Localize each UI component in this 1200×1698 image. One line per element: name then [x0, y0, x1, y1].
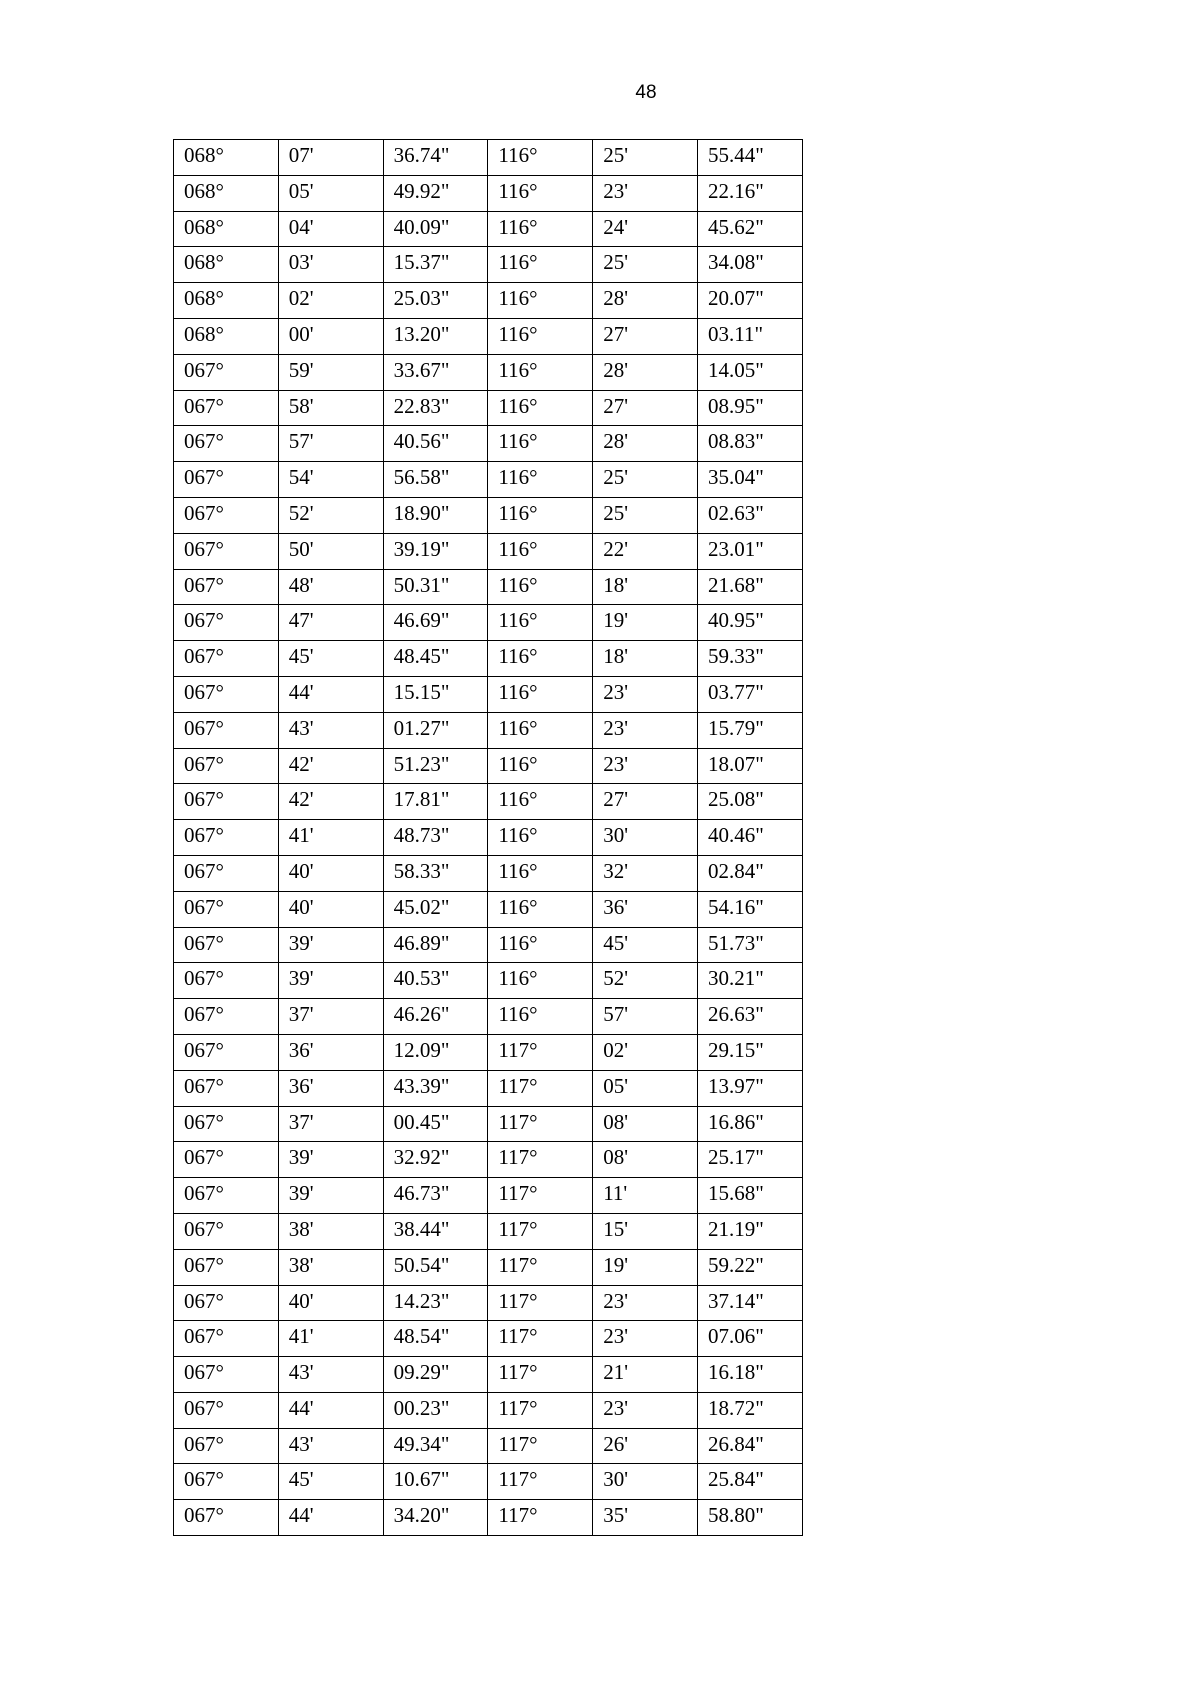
table-row — [174, 175, 803, 211]
cell-lat-minutes: 45' — [278, 1464, 383, 1500]
cell-lat-seconds: 58.33" — [383, 855, 488, 891]
cell-lat-degrees: 068° — [174, 247, 279, 283]
cell-lon-seconds: 25.17" — [697, 1142, 802, 1178]
cell-lat-minutes: 44' — [278, 676, 383, 712]
cell-lat-degrees: 067° — [174, 1357, 279, 1393]
cell-lon-minutes: 28' — [593, 283, 698, 319]
cell-lon-degrees: 117° — [488, 1464, 593, 1500]
cell-lon-seconds: 03.77" — [697, 676, 802, 712]
cell-lat-degrees: 067° — [174, 712, 279, 748]
cell-lon-degrees: 116° — [488, 318, 593, 354]
cell-lon-seconds: 37.14" — [697, 1285, 802, 1321]
table-row — [174, 1321, 803, 1357]
cell-lat-seconds: 10.67" — [383, 1464, 488, 1500]
cell-lon-minutes: 27' — [593, 784, 698, 820]
cell-lon-degrees: 117° — [488, 1428, 593, 1464]
cell-lat-degrees: 067° — [174, 390, 279, 426]
cell-lon-seconds: 25.84" — [697, 1464, 802, 1500]
cell-lat-minutes: 43' — [278, 1428, 383, 1464]
cell-lon-seconds: 30.21" — [697, 963, 802, 999]
cell-lat-degrees: 067° — [174, 784, 279, 820]
cell-lon-degrees: 116° — [488, 426, 593, 462]
cell-lat-minutes: 41' — [278, 1321, 383, 1357]
cell-lat-degrees: 067° — [174, 1285, 279, 1321]
table-row — [174, 1178, 803, 1214]
cell-lat-minutes: 36' — [278, 1070, 383, 1106]
cell-lat-minutes: 03' — [278, 247, 383, 283]
cell-lat-minutes: 00' — [278, 318, 383, 354]
cell-lon-seconds: 26.84" — [697, 1428, 802, 1464]
table-row — [174, 712, 803, 748]
cell-lat-degrees: 067° — [174, 426, 279, 462]
cell-lat-degrees: 067° — [174, 1249, 279, 1285]
table-row — [174, 1106, 803, 1142]
cell-lon-minutes: 35' — [593, 1500, 698, 1536]
cell-lat-minutes: 37' — [278, 999, 383, 1035]
cell-lat-degrees: 067° — [174, 1106, 279, 1142]
cell-lat-seconds: 18.90" — [383, 497, 488, 533]
cell-lat-degrees: 067° — [174, 855, 279, 891]
table-row — [174, 533, 803, 569]
cell-lat-degrees: 067° — [174, 1392, 279, 1428]
cell-lon-degrees: 116° — [488, 462, 593, 498]
cell-lon-seconds: 40.95" — [697, 605, 802, 641]
cell-lat-degrees: 067° — [174, 891, 279, 927]
cell-lon-seconds: 55.44" — [697, 140, 802, 176]
cell-lon-seconds: 02.63" — [697, 497, 802, 533]
table-row — [174, 891, 803, 927]
cell-lat-minutes: 43' — [278, 712, 383, 748]
cell-lat-seconds: 13.20" — [383, 318, 488, 354]
cell-lon-minutes: 19' — [593, 605, 698, 641]
cell-lon-minutes: 25' — [593, 462, 698, 498]
cell-lat-seconds: 36.74" — [383, 140, 488, 176]
cell-lon-minutes: 18' — [593, 641, 698, 677]
cell-lon-minutes: 08' — [593, 1142, 698, 1178]
cell-lat-seconds: 17.81" — [383, 784, 488, 820]
cell-lon-seconds: 29.15" — [697, 1034, 802, 1070]
coordinates-table-body — [174, 140, 803, 1536]
cell-lat-seconds: 48.54" — [383, 1321, 488, 1357]
cell-lon-minutes: 23' — [593, 175, 698, 211]
table-row — [174, 354, 803, 390]
table-row — [174, 1070, 803, 1106]
cell-lat-minutes: 47' — [278, 605, 383, 641]
cell-lat-minutes: 04' — [278, 211, 383, 247]
cell-lon-degrees: 116° — [488, 927, 593, 963]
cell-lat-seconds: 46.69" — [383, 605, 488, 641]
cell-lon-minutes: 57' — [593, 999, 698, 1035]
table-row — [174, 318, 803, 354]
table-row — [174, 211, 803, 247]
cell-lon-seconds: 21.19" — [697, 1213, 802, 1249]
cell-lat-seconds: 46.26" — [383, 999, 488, 1035]
cell-lat-minutes: 42' — [278, 784, 383, 820]
cell-lon-degrees: 117° — [488, 1500, 593, 1536]
cell-lon-seconds: 21.68" — [697, 569, 802, 605]
cell-lon-degrees: 116° — [488, 784, 593, 820]
cell-lon-seconds: 40.46" — [697, 820, 802, 856]
cell-lat-minutes: 39' — [278, 1178, 383, 1214]
cell-lon-minutes: 19' — [593, 1249, 698, 1285]
cell-lon-minutes: 52' — [593, 963, 698, 999]
cell-lat-minutes: 02' — [278, 283, 383, 319]
cell-lon-seconds: 25.08" — [697, 784, 802, 820]
cell-lat-degrees: 067° — [174, 676, 279, 712]
cell-lon-seconds: 58.80" — [697, 1500, 802, 1536]
table-row — [174, 426, 803, 462]
cell-lat-minutes: 44' — [278, 1392, 383, 1428]
cell-lon-seconds: 45.62" — [697, 211, 802, 247]
cell-lat-degrees: 067° — [174, 1428, 279, 1464]
table-row — [174, 641, 803, 677]
table-row — [174, 247, 803, 283]
cell-lon-minutes: 22' — [593, 533, 698, 569]
cell-lon-degrees: 117° — [488, 1357, 593, 1393]
cell-lon-seconds: 18.07" — [697, 748, 802, 784]
table-row — [174, 569, 803, 605]
table-row — [174, 927, 803, 963]
cell-lon-seconds: 26.63" — [697, 999, 802, 1035]
cell-lat-seconds: 48.73" — [383, 820, 488, 856]
cell-lat-seconds: 38.44" — [383, 1213, 488, 1249]
cell-lon-degrees: 116° — [488, 497, 593, 533]
cell-lat-minutes: 44' — [278, 1500, 383, 1536]
cell-lon-degrees: 117° — [488, 1213, 593, 1249]
cell-lon-seconds: 14.05" — [697, 354, 802, 390]
cell-lat-minutes: 38' — [278, 1213, 383, 1249]
table-row — [174, 1034, 803, 1070]
cell-lat-minutes: 52' — [278, 497, 383, 533]
cell-lon-degrees: 116° — [488, 533, 593, 569]
table-row — [174, 605, 803, 641]
cell-lon-seconds: 18.72" — [697, 1392, 802, 1428]
table-row — [174, 1464, 803, 1500]
cell-lat-seconds: 12.09" — [383, 1034, 488, 1070]
cell-lat-seconds: 49.34" — [383, 1428, 488, 1464]
table-row — [174, 963, 803, 999]
cell-lat-minutes: 58' — [278, 390, 383, 426]
cell-lon-seconds: 08.95" — [697, 390, 802, 426]
cell-lon-degrees: 117° — [488, 1106, 593, 1142]
table-row — [174, 1428, 803, 1464]
cell-lon-minutes: 23' — [593, 1285, 698, 1321]
cell-lon-seconds: 59.22" — [697, 1249, 802, 1285]
cell-lat-seconds: 51.23" — [383, 748, 488, 784]
cell-lat-degrees: 068° — [174, 283, 279, 319]
cell-lon-degrees: 116° — [488, 283, 593, 319]
cell-lon-minutes: 25' — [593, 247, 698, 283]
cell-lon-degrees: 116° — [488, 891, 593, 927]
cell-lon-seconds: 22.16" — [697, 175, 802, 211]
cell-lat-seconds: 15.37" — [383, 247, 488, 283]
coordinates-table — [173, 139, 803, 1536]
cell-lon-minutes: 27' — [593, 318, 698, 354]
cell-lat-minutes: 48' — [278, 569, 383, 605]
cell-lon-degrees: 117° — [488, 1392, 593, 1428]
cell-lon-minutes: 23' — [593, 712, 698, 748]
cell-lon-seconds: 15.79" — [697, 712, 802, 748]
cell-lat-degrees: 067° — [174, 1500, 279, 1536]
cell-lat-seconds: 22.83" — [383, 390, 488, 426]
cell-lon-degrees: 116° — [488, 354, 593, 390]
table-row — [174, 1392, 803, 1428]
cell-lat-minutes: 39' — [278, 1142, 383, 1178]
cell-lon-minutes: 21' — [593, 1357, 698, 1393]
cell-lat-minutes: 37' — [278, 1106, 383, 1142]
cell-lat-degrees: 067° — [174, 820, 279, 856]
cell-lon-minutes: 36' — [593, 891, 698, 927]
cell-lon-degrees: 117° — [488, 1142, 593, 1178]
cell-lon-seconds: 03.11" — [697, 318, 802, 354]
cell-lon-degrees: 116° — [488, 211, 593, 247]
cell-lon-degrees: 117° — [488, 1249, 593, 1285]
cell-lon-degrees: 116° — [488, 175, 593, 211]
cell-lon-minutes: 15' — [593, 1213, 698, 1249]
cell-lat-seconds: 49.92" — [383, 175, 488, 211]
table-row — [174, 462, 803, 498]
cell-lon-degrees: 116° — [488, 963, 593, 999]
cell-lat-seconds: 40.53" — [383, 963, 488, 999]
cell-lat-degrees: 067° — [174, 1321, 279, 1357]
cell-lon-degrees: 116° — [488, 820, 593, 856]
cell-lon-degrees: 116° — [488, 748, 593, 784]
cell-lon-degrees: 116° — [488, 140, 593, 176]
cell-lat-minutes: 54' — [278, 462, 383, 498]
cell-lat-seconds: 46.89" — [383, 927, 488, 963]
cell-lat-seconds: 25.03" — [383, 283, 488, 319]
cell-lon-minutes: 32' — [593, 855, 698, 891]
cell-lon-minutes: 27' — [593, 390, 698, 426]
cell-lon-minutes: 28' — [593, 354, 698, 390]
page-number: 48 — [635, 82, 657, 103]
table-row — [174, 1142, 803, 1178]
table-row — [174, 140, 803, 176]
cell-lon-seconds: 13.97" — [697, 1070, 802, 1106]
cell-lon-minutes: 24' — [593, 211, 698, 247]
cell-lon-minutes: 11' — [593, 1178, 698, 1214]
cell-lat-degrees: 067° — [174, 999, 279, 1035]
cell-lon-minutes: 23' — [593, 1321, 698, 1357]
cell-lon-degrees: 116° — [488, 605, 593, 641]
table-row — [174, 1357, 803, 1393]
cell-lat-minutes: 40' — [278, 855, 383, 891]
cell-lat-minutes: 39' — [278, 927, 383, 963]
table-row — [174, 390, 803, 426]
cell-lat-minutes: 38' — [278, 1249, 383, 1285]
cell-lon-seconds: 16.18" — [697, 1357, 802, 1393]
cell-lat-degrees: 067° — [174, 641, 279, 677]
cell-lon-minutes: 30' — [593, 820, 698, 856]
cell-lat-seconds: 09.29" — [383, 1357, 488, 1393]
table-row — [174, 1213, 803, 1249]
cell-lon-seconds: 02.84" — [697, 855, 802, 891]
table-row — [174, 999, 803, 1035]
cell-lat-degrees: 067° — [174, 1142, 279, 1178]
cell-lat-seconds: 32.92" — [383, 1142, 488, 1178]
cell-lon-minutes: 25' — [593, 140, 698, 176]
cell-lat-minutes: 39' — [278, 963, 383, 999]
cell-lat-seconds: 01.27" — [383, 712, 488, 748]
cell-lat-seconds: 45.02" — [383, 891, 488, 927]
cell-lat-minutes: 42' — [278, 748, 383, 784]
cell-lat-degrees: 067° — [174, 963, 279, 999]
cell-lat-seconds: 43.39" — [383, 1070, 488, 1106]
table-row — [174, 676, 803, 712]
cell-lat-minutes: 50' — [278, 533, 383, 569]
cell-lon-degrees: 116° — [488, 247, 593, 283]
cell-lat-degrees: 067° — [174, 1070, 279, 1106]
table-row — [174, 283, 803, 319]
table-row — [174, 497, 803, 533]
cell-lat-minutes: 40' — [278, 891, 383, 927]
cell-lon-degrees: 116° — [488, 712, 593, 748]
cell-lat-minutes: 41' — [278, 820, 383, 856]
cell-lon-degrees: 116° — [488, 999, 593, 1035]
cell-lat-seconds: 48.45" — [383, 641, 488, 677]
cell-lon-degrees: 116° — [488, 569, 593, 605]
cell-lon-minutes: 18' — [593, 569, 698, 605]
cell-lat-minutes: 40' — [278, 1285, 383, 1321]
cell-lon-seconds: 07.06" — [697, 1321, 802, 1357]
cell-lon-seconds: 16.86" — [697, 1106, 802, 1142]
cell-lon-seconds: 23.01" — [697, 533, 802, 569]
cell-lon-degrees: 117° — [488, 1285, 593, 1321]
cell-lat-degrees: 067° — [174, 462, 279, 498]
table-row — [174, 784, 803, 820]
cell-lat-seconds: 46.73" — [383, 1178, 488, 1214]
cell-lat-minutes: 36' — [278, 1034, 383, 1070]
cell-lat-minutes: 59' — [278, 354, 383, 390]
cell-lat-degrees: 067° — [174, 497, 279, 533]
cell-lon-minutes: 26' — [593, 1428, 698, 1464]
cell-lon-minutes: 05' — [593, 1070, 698, 1106]
cell-lon-degrees: 117° — [488, 1321, 593, 1357]
cell-lat-seconds: 33.67" — [383, 354, 488, 390]
cell-lon-seconds: 35.04" — [697, 462, 802, 498]
cell-lat-seconds: 15.15" — [383, 676, 488, 712]
table-row — [174, 748, 803, 784]
cell-lon-degrees: 117° — [488, 1034, 593, 1070]
cell-lon-seconds: 20.07" — [697, 283, 802, 319]
cell-lat-degrees: 067° — [174, 748, 279, 784]
table-row — [174, 855, 803, 891]
cell-lat-degrees: 068° — [174, 175, 279, 211]
cell-lat-degrees: 068° — [174, 140, 279, 176]
cell-lat-seconds: 50.31" — [383, 569, 488, 605]
cell-lon-degrees: 117° — [488, 1070, 593, 1106]
cell-lon-minutes: 30' — [593, 1464, 698, 1500]
cell-lat-degrees: 067° — [174, 927, 279, 963]
cell-lat-minutes: 07' — [278, 140, 383, 176]
cell-lat-degrees: 067° — [174, 1464, 279, 1500]
cell-lon-seconds: 51.73" — [697, 927, 802, 963]
cell-lon-minutes: 23' — [593, 676, 698, 712]
cell-lon-minutes: 02' — [593, 1034, 698, 1070]
cell-lat-degrees: 068° — [174, 211, 279, 247]
cell-lon-degrees: 117° — [488, 1178, 593, 1214]
cell-lon-degrees: 116° — [488, 855, 593, 891]
cell-lon-minutes: 25' — [593, 497, 698, 533]
table-row — [174, 1285, 803, 1321]
cell-lat-degrees: 067° — [174, 1178, 279, 1214]
cell-lat-seconds: 14.23" — [383, 1285, 488, 1321]
cell-lon-seconds: 08.83" — [697, 426, 802, 462]
cell-lat-degrees: 067° — [174, 605, 279, 641]
cell-lat-seconds: 40.09" — [383, 211, 488, 247]
cell-lat-seconds: 50.54" — [383, 1249, 488, 1285]
cell-lat-degrees: 067° — [174, 569, 279, 605]
cell-lat-minutes: 43' — [278, 1357, 383, 1393]
cell-lat-minutes: 57' — [278, 426, 383, 462]
cell-lat-degrees: 067° — [174, 354, 279, 390]
cell-lat-degrees: 068° — [174, 318, 279, 354]
cell-lon-minutes: 45' — [593, 927, 698, 963]
cell-lat-seconds: 00.45" — [383, 1106, 488, 1142]
cell-lat-minutes: 05' — [278, 175, 383, 211]
cell-lat-seconds: 34.20" — [383, 1500, 488, 1536]
cell-lat-seconds: 40.56" — [383, 426, 488, 462]
cell-lon-degrees: 116° — [488, 641, 593, 677]
cell-lon-seconds: 34.08" — [697, 247, 802, 283]
cell-lat-seconds: 56.58" — [383, 462, 488, 498]
cell-lon-degrees: 116° — [488, 390, 593, 426]
cell-lon-degrees: 116° — [488, 676, 593, 712]
cell-lat-degrees: 067° — [174, 1213, 279, 1249]
cell-lat-degrees: 067° — [174, 533, 279, 569]
cell-lon-seconds: 59.33" — [697, 641, 802, 677]
cell-lat-minutes: 45' — [278, 641, 383, 677]
table-row — [174, 1500, 803, 1536]
cell-lon-minutes: 28' — [593, 426, 698, 462]
cell-lat-seconds: 39.19" — [383, 533, 488, 569]
cell-lon-minutes: 08' — [593, 1106, 698, 1142]
cell-lat-seconds: 00.23" — [383, 1392, 488, 1428]
cell-lon-minutes: 23' — [593, 1392, 698, 1428]
cell-lon-seconds: 54.16" — [697, 891, 802, 927]
cell-lon-seconds: 15.68" — [697, 1178, 802, 1214]
cell-lat-degrees: 067° — [174, 1034, 279, 1070]
cell-lon-minutes: 23' — [593, 748, 698, 784]
table-row — [174, 820, 803, 856]
table-row — [174, 1249, 803, 1285]
